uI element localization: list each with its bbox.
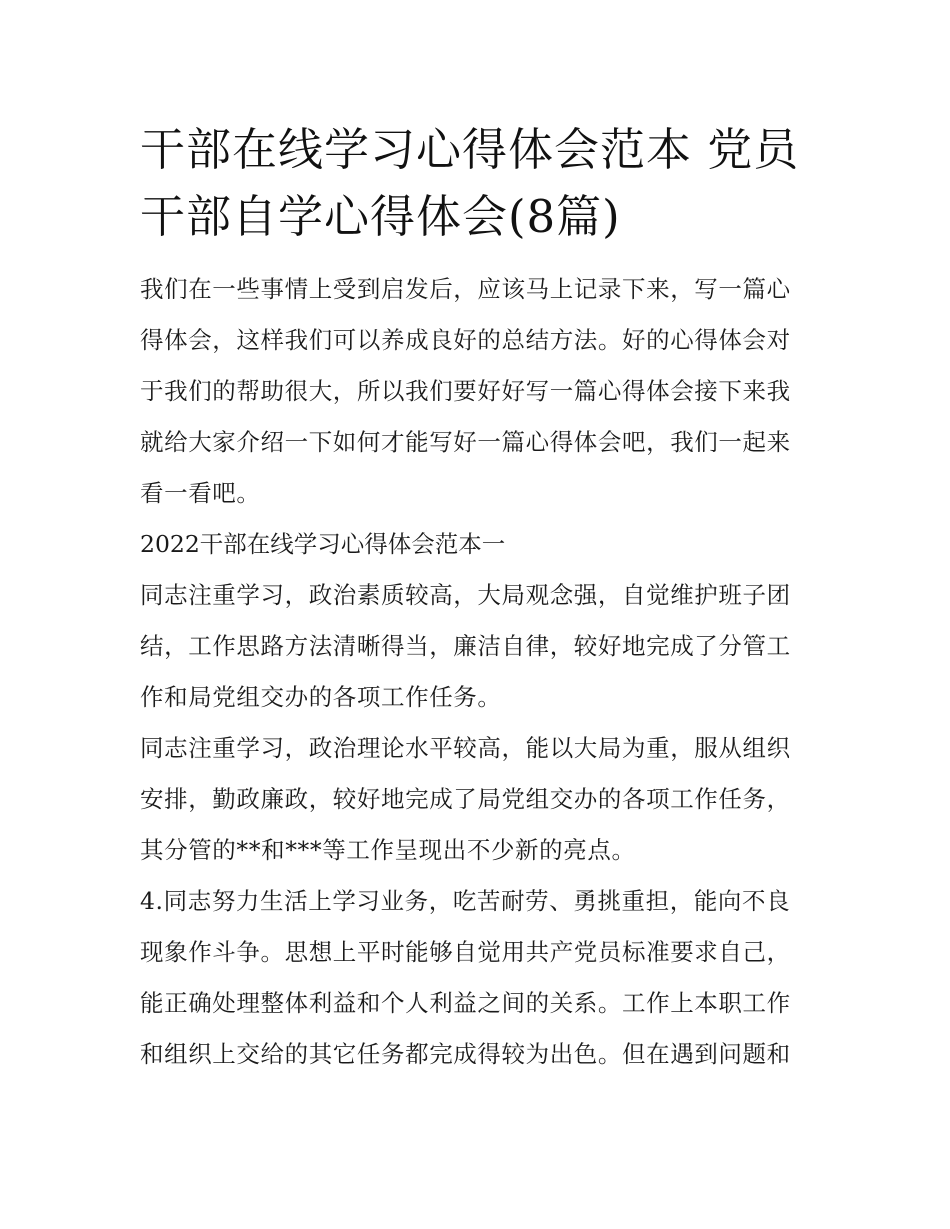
intro-paragraph: 我们在一些事情上受到启发后，应该马上记录下来，写一篇心得体会，这样我们可以养成良好的总结方法。好的心得体会对于我们的帮助很大，所以我们要好好写一篇心得体会接下来我就给大家介绍一下如何才能写好一篇心得体会吧，我们一起来看一看吧。 xyxy=(140,275,791,507)
body-paragraph-3: 4.同志努力生活上学习业务，吃苦耐劳、勇挑重担，能向不良现象作斗争。思想上平时能够自觉用共产党员标准要求自己，能正确处理整体利益和个人利益之间的关系。工作上本职工作和组织上交给的其它任务都完成得较为出色。但在遇到问题和 xyxy=(140,887,791,1068)
document-title: 干部在线学习心得体会范本 党员干部自学心得体会(8篇) xyxy=(140,123,800,243)
body-paragraph-2: 同志注重学习，政治理论水平较高，能以大局为重，服从组织安排，勤政廉政，较好地完成了局党组交办的各项工作任务，其分管的**和***等工作呈现出不少新的亮点。 xyxy=(140,734,791,864)
document-body xyxy=(140,116,812,1080)
body-paragraph-1: 同志注重学习，政治素质较高，大局观念强，自觉维护班子团结，工作思路方法清晰得当，廉洁自律，较好地完成了分管工作和局党组交办的各项工作任务。 xyxy=(140,581,791,711)
section-heading: 2022干部在线学习心得体会范本一 xyxy=(140,530,506,558)
